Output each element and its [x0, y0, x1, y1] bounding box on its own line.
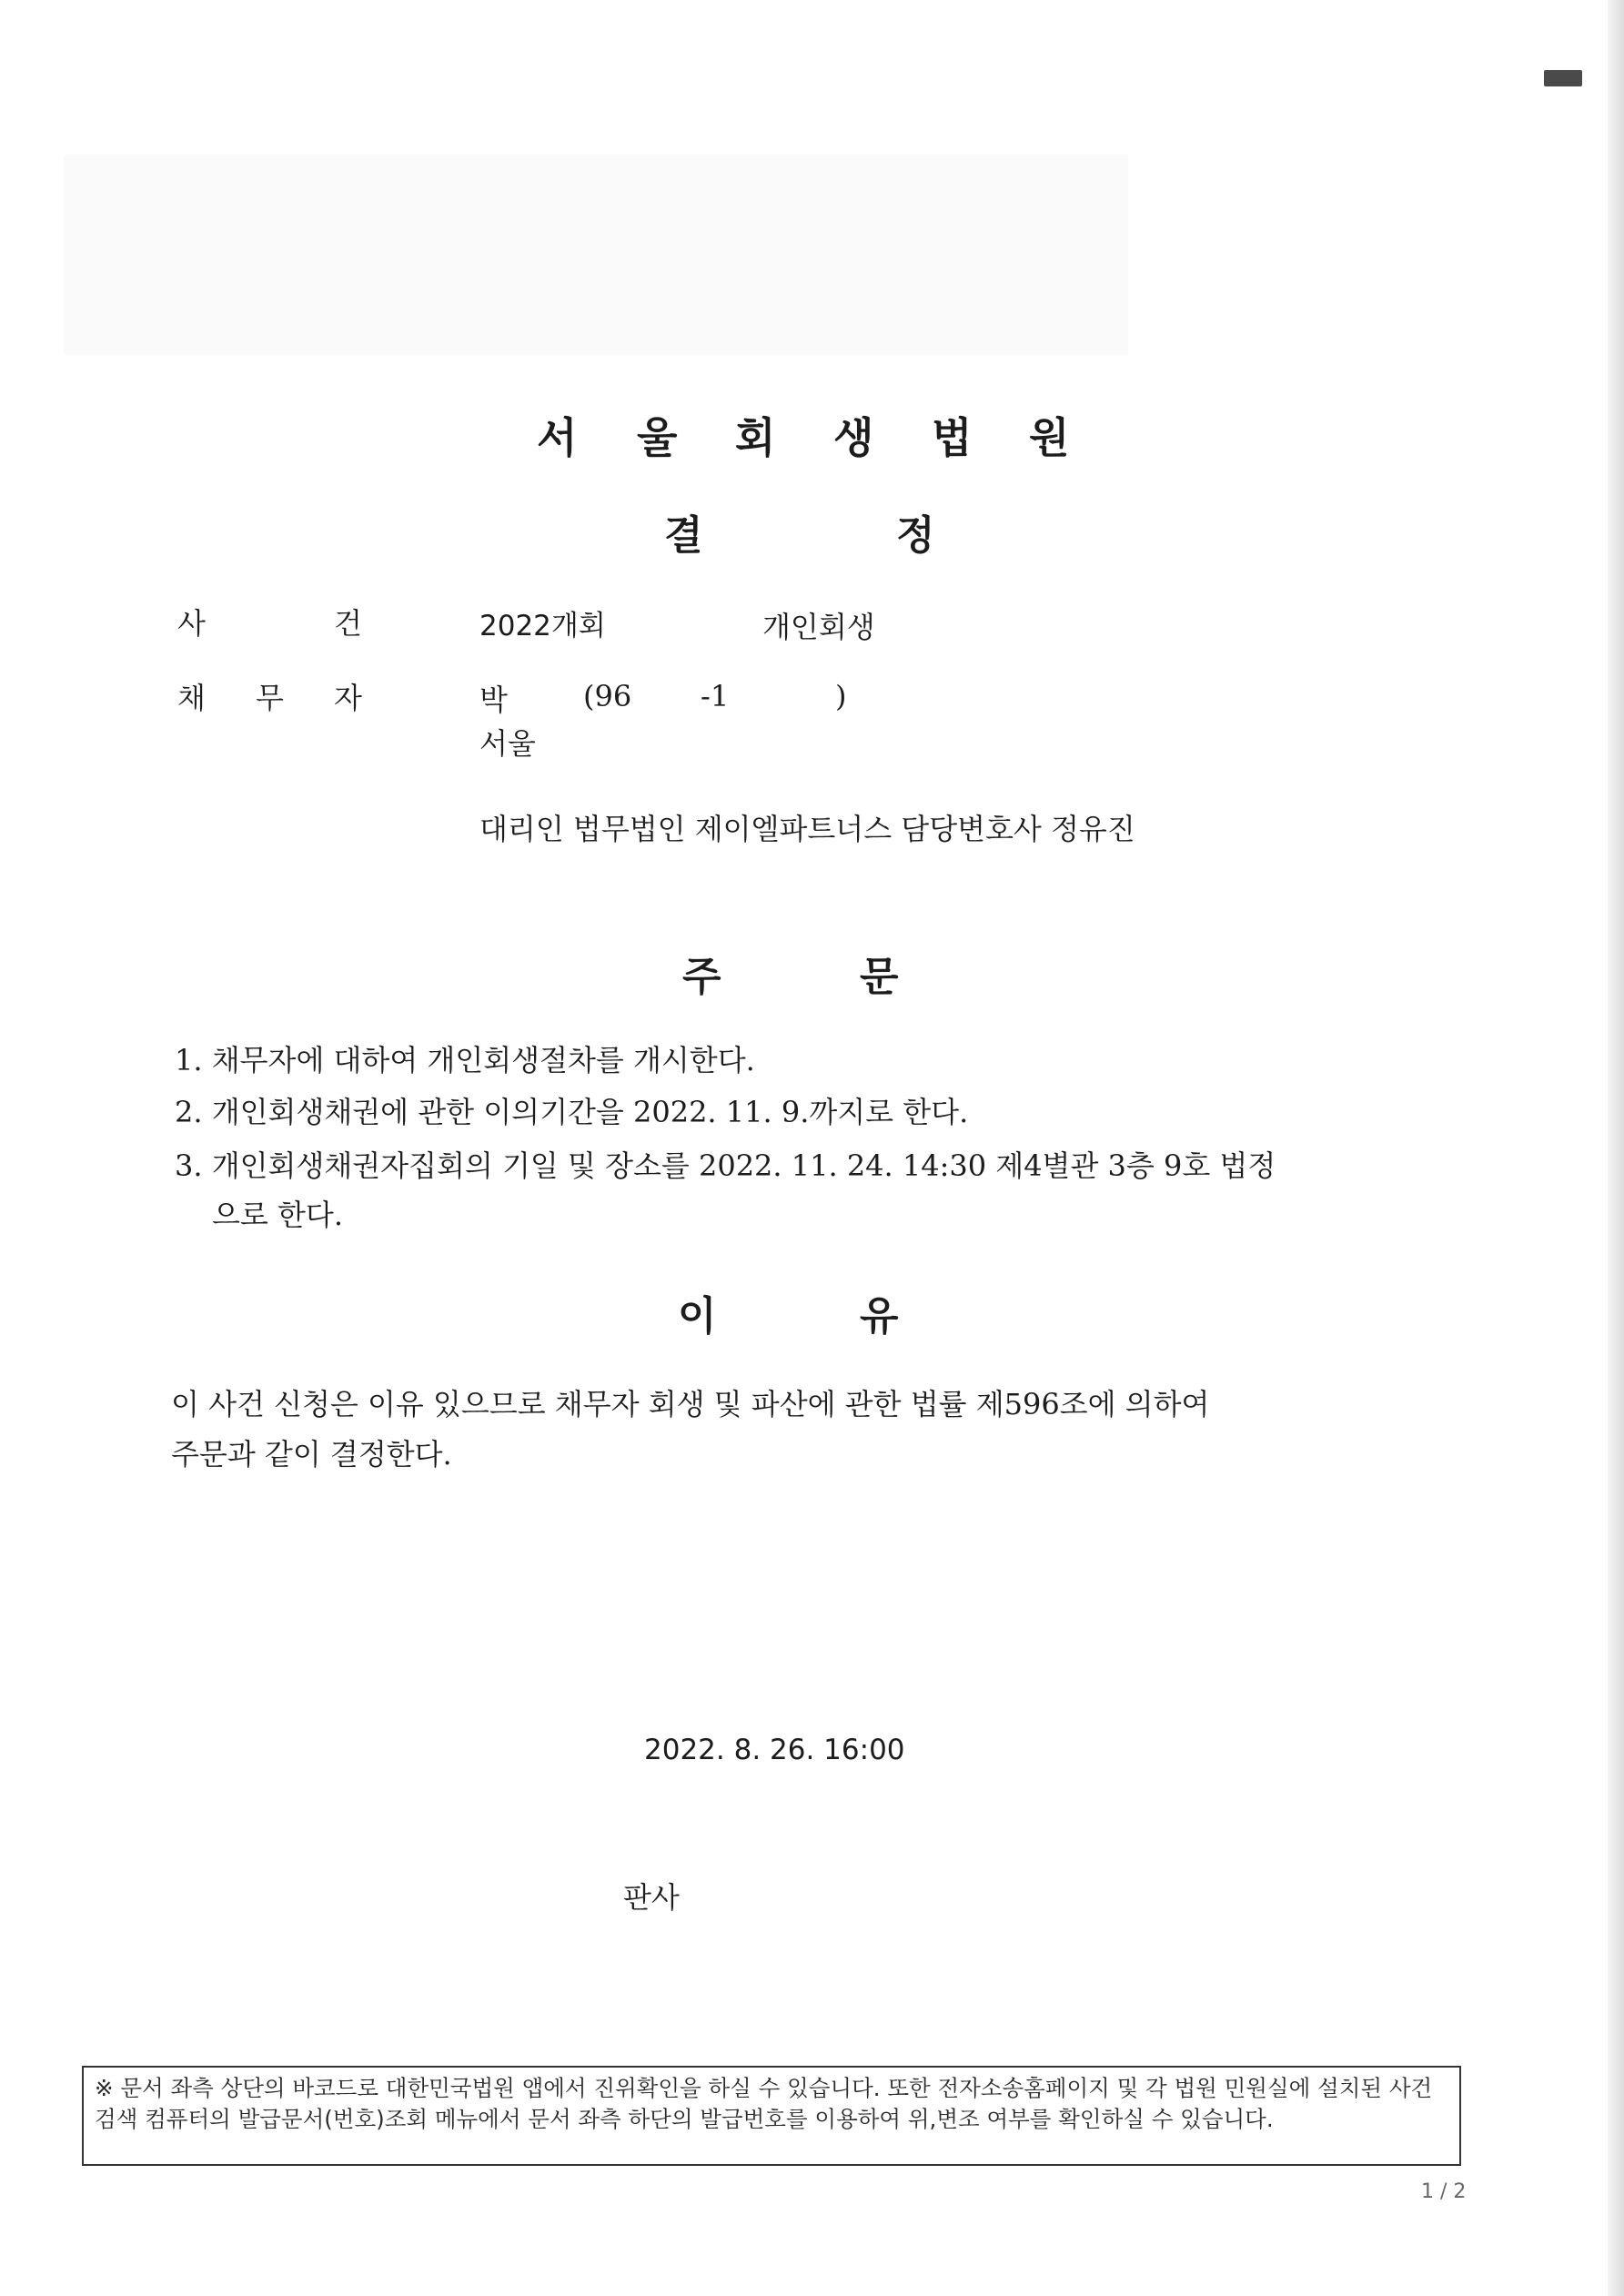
page-edge-shadow — [1608, 0, 1624, 2296]
order-item-3: 3. 개인회생채권자집회의 기일 및 장소를 2022. 11. 24. 14:30 제4별관 3층 9호 법정 — [175, 1148, 1276, 1183]
debtor-label-char: 자 — [334, 681, 362, 715]
order-item-3-continuation: 으로 한다. — [212, 1198, 343, 1232]
judge-label: 판사 — [623, 1880, 680, 1915]
reason-line-2: 주문과 같이 결정한다. — [171, 1437, 452, 1472]
case-label-char: 사 — [177, 606, 206, 641]
order-heading-char: 주 — [682, 954, 721, 1000]
corner-marker — [1544, 70, 1582, 86]
court-name-char: 서 — [537, 413, 578, 462]
reason-line-1: 이 사건 신청은 이유 있으므로 채무자 회생 및 파산에 관한 법률 제596조에 의하여 — [171, 1387, 1210, 1421]
decision-date: 2022. 8. 26. 16:00 — [644, 1734, 905, 1766]
page-number: 1 / 2 — [1421, 2180, 1467, 2203]
court-name-char: 법 — [932, 413, 973, 462]
court-name-char: 회 — [735, 413, 776, 462]
reason-heading-char: 유 — [860, 1293, 899, 1340]
debtor-label-char: 무 — [256, 681, 284, 715]
debtor-address: 서울 — [479, 726, 536, 761]
debtor-name: 박 — [479, 683, 508, 717]
case-number: 2022개회 — [479, 610, 606, 642]
reason-heading-char: 이 — [678, 1293, 717, 1340]
order-item-1: 1. 채무자에 대하여 개인회생절차를 개시한다. — [175, 1043, 755, 1077]
case-label-char: 건 — [334, 606, 362, 641]
court-name-char: 원 — [1029, 413, 1070, 462]
order-item-2: 2. 개인회생채권에 관한 이의기간을 2022. 11. 9.까지로 한다. — [175, 1095, 969, 1129]
redacted-barcode-area — [64, 155, 1128, 355]
debtor-id-mid: -1 — [701, 679, 730, 713]
debtor-id-close: ) — [835, 679, 847, 713]
debtor-label-char: 채 — [177, 681, 206, 715]
doc-type-char: 정 — [896, 512, 935, 559]
verification-notice: ※ 문서 좌측 상단의 바코드로 대한민국법원 앱에서 진위확인을 하실 수 있습니다. 또한 전자소송홈페이지 및 각 법원 민원실에 설치된 사건검색 컴퓨터의 발급문서(번호)조회 메뉴에서 문서 좌측 하단의 발급번호를 이용하여 위,변조 여부를 확인하실 수 있습니다. — [82, 2066, 1461, 2166]
case-type: 개인회생 — [762, 610, 875, 644]
debtor-agent: 대리인 법무법인 제이엘파트너스 담당변호사 정유진 — [479, 812, 1135, 846]
order-heading-char: 문 — [860, 954, 899, 1000]
court-name-char: 울 — [637, 413, 678, 462]
court-name-char: 생 — [833, 413, 874, 462]
debtor-id-open: (96 — [583, 679, 632, 713]
doc-type-char: 결 — [664, 512, 703, 559]
